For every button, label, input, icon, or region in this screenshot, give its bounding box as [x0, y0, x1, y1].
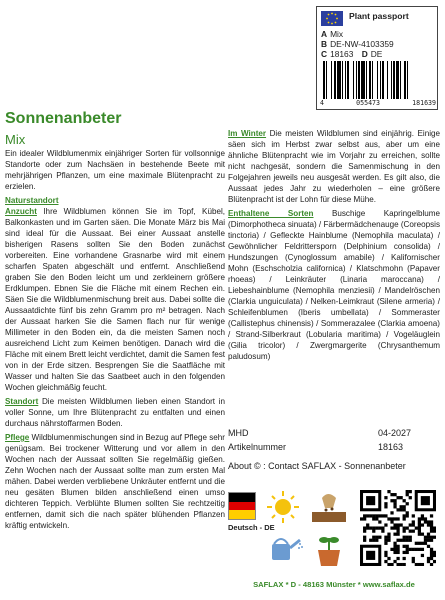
qr-code	[360, 490, 436, 566]
pflege-text: Wildblumenmischungen sind in Bezug auf Pflege sehr genügsam. Bei trockener Witterung und vor allem in den Wochen nach der Aussaat sollten Sie regelmäßig gießen. Zehn Wochen nach der Aussaat sollte man zum ersten Mal mähen. Dabei werden verbliebene Unkräuter entfernt und die neu gesäten Blumen bilden anschließend einen umso dichteren Teppich. Verblühte Blumen sollten Sie rechtzeitig entfernen, damit sich die nach später blühenden Pflanzen kräftig entwickeln.	[5, 433, 226, 530]
anzucht-text: Ihre Wildblumen können Sie im Topf, Kübel, Balkonkasten und im Garten säen. Die Monate März bis Mai sind ideal für die Aussaat. Bei einer Aussaat anstelle bisherigen Rasens sollten Sie den Boden zunächst vorbereiten. Eine vorhandene Grasnarbe wird mit einem scharfen Spaten abgeschält und entfernt. Anschließend graben Sie den Boden leicht um und zerkleinern größere Erdklumpen. Ebnen Sie die Fläche mit einem Rechen ein. Säen Sie die Wildblumenmischung breit aus. Dabei sollte die Aussaatdichte fünf bis zehn Gramm pro m² betragen. Nach der Aussaat harken Sie die Samen flach nur für wenige Millimeter in den Boden ein, da die meisten Samen noch ausreichend Licht zum Keimen benötigen. Danach wird die Fläche mit einem Brett leicht verdichtet, damit die Samen fest von in der Erde sitzen. Besprengen Sie die Saatfläche mit Wasser und halten Sie das Saatbeet auch in den folgenden Wochen gleichmäßig feucht.	[5, 207, 225, 392]
anzucht-paragraph	[5, 206, 225, 393]
sun-icon	[262, 488, 304, 526]
naturstandort-heading: Naturstandort	[5, 196, 59, 205]
winter-heading: Im Winter	[228, 129, 267, 138]
article-row	[228, 442, 433, 456]
mhd-value: 04-2027	[378, 428, 412, 438]
left-column	[5, 148, 225, 534]
about-text: About © : Contact SAFLAX - Sonnenanbeter	[228, 461, 406, 471]
product-subtitle: Mix	[5, 132, 26, 147]
mhd-row	[228, 428, 433, 442]
article-label: Artikelnummer	[228, 442, 287, 452]
winter-paragraph	[228, 128, 440, 205]
intro-text: Ein idealer Wildblumenmix einjähriger Sorten für vollsonnige Standorte oder zum Nachsäen in bestehende Beete mit mehrjährigen Pflanzen, um eine maximale Blütenpracht zu erzielen.	[5, 149, 225, 191]
watering-can-icon	[262, 530, 304, 568]
info-table	[228, 428, 433, 456]
pflege-paragraph	[5, 432, 225, 531]
passport-row-cd: C 18163 D DE	[321, 49, 383, 59]
seedling-pot-icon	[308, 530, 350, 568]
passport-row-a: A Mix	[321, 29, 344, 39]
article-value: 18163	[378, 442, 404, 452]
standort-heading: Standort	[5, 397, 39, 406]
mhd-label: MHD	[228, 428, 249, 438]
sorten-paragraph	[228, 208, 440, 362]
right-column	[228, 128, 440, 365]
barcode	[323, 61, 433, 99]
standort-text: Die meisten Wildblumen lieben einen Standort in voller Sonne, um Ihre Blütenpracht zu entfalten und einen durchaus nährstoffarmen Boden.	[5, 397, 226, 428]
standort-paragraph	[5, 396, 225, 429]
eu-flag-icon	[321, 11, 343, 26]
product-title: Sonnenanbeter	[5, 110, 122, 127]
winter-text: Die meisten Wildblumen sind einjährig. Einige säen sich im Herbst zwar selbst aus, aber um eine ähnliche Blütenpracht wie im Vorjahr zu erreichen, sollte nicht nachgesät, sondern die Samenmischung in den Folgejahren jeweils neu ausgesät werden. Es gilt also, die Aussaat jedes Jahr zu wiederholen – eine größere Blütenpracht ist der Lohn für diese Mühe.	[228, 129, 441, 204]
language-label: Deutsch - DE	[228, 523, 275, 532]
footer-address: SAFLAX * D - 48163 Münster * www.saflax.de	[253, 580, 415, 589]
plant-passport-title: Plant passport	[349, 11, 409, 21]
sowing-icons	[262, 488, 352, 568]
sorten-text: Buschige Kapringelblume (Dimorphotheca sinuata) / Färbermädchenauge (Coreopsis tinctoria) / Gefleckte Hainblume (Nemophila maculata) / Gewöhnlicher Feldrittersporn (Delphinium consolida) / Hundszungen (Cynoglossum amabile) / Kalifornischer Mohn (Eschscholzia californica) / Klatschmohn (Papaver rhoeas) / Leinkräuter (Linaria maroccana) / Liebeshainblume (Nemophila menziesii) / Mandelröschen (Clarkia unguiculata) / Nelken-Leimkraut (Silene armeria) / Schleifenblumen (Iberis umbellata) / Sommeraster (Callistephus chinensis) / Sommerazalee (Clarkia amoena) / Strand-Silberkraut (Lobularia maritima) / Vogeläuglein (Gilia tricolor) / Zwergmargerite (Chrysanthemum paludosum)	[228, 209, 440, 361]
seed-sowing-icon	[308, 488, 350, 526]
anzucht-heading: Anzucht	[5, 207, 37, 216]
sorten-heading: Enthaltene Sorten	[228, 209, 314, 218]
passport-row-b: B DE-NW-4103359	[321, 39, 394, 49]
pflege-heading: Pflege	[5, 433, 30, 442]
barcode-digits: 4 055473 181639	[320, 99, 436, 107]
german-flag-icon	[228, 492, 256, 520]
plant-passport	[316, 6, 438, 110]
